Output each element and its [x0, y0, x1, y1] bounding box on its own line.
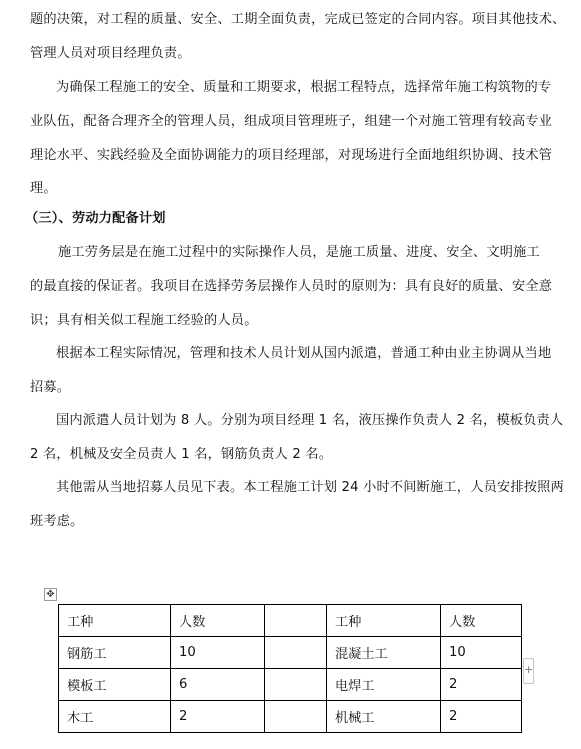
paragraph-line: 根据本工程实际情况，管理和技术人员计划从国内派遣，普通工种由业主协调从当地 — [56, 346, 552, 361]
paragraph-line: 为确保工程施工的安全、质量和工期要求，根据工程特点，选择常年施工构筑物的专 — [56, 80, 552, 95]
table-cell[interactable]: 混凝土工 — [327, 637, 441, 669]
move-handle-icon[interactable]: ✥ — [44, 588, 57, 601]
table-cell[interactable] — [265, 701, 327, 733]
table-cell[interactable]: 工种 — [59, 605, 171, 637]
section-heading: （三）、劳动力配备计划 — [25, 211, 166, 226]
table-cell[interactable]: 人数 — [441, 605, 522, 637]
table-row — [59, 637, 522, 669]
paragraph-line: 题的决策，对工程的质量、安全、工期全面负责，完成已签定的合同内容。项目其他技术、 — [30, 12, 566, 27]
paragraph-line: 理。 — [30, 181, 57, 196]
table-cell[interactable]: 工种 — [327, 605, 441, 637]
paragraph-line: 识；具有相关似工程施工经验的人员。 — [30, 313, 258, 328]
table-cell[interactable]: 2 — [171, 701, 265, 733]
paragraph-line: 业队伍，配备合理齐全的管理人员，组成项目管理班子，组建一个对施工管理有较高专业 — [30, 114, 553, 129]
paragraph-line: 招募。 — [30, 380, 71, 395]
paragraph-line: 其他需从当地招募人员见下表。本工程施工计划 24 小时不间断施工，人员安排按照两 — [56, 480, 564, 495]
paragraph-line: 班考虑。 — [30, 514, 84, 529]
plus-icon[interactable]: + — [523, 658, 534, 684]
table-cell[interactable]: 人数 — [171, 605, 265, 637]
table-cell[interactable]: 10 — [171, 637, 265, 669]
table-cell[interactable]: 机械工 — [327, 701, 441, 733]
table-cell[interactable]: 10 — [441, 637, 522, 669]
paragraph-line: 国内派遣人员计划为 8 人。分别为项目经理 1 名，液压操作负责人 2 名，模板负责人 — [56, 413, 564, 428]
table-row — [59, 605, 522, 637]
table-cell[interactable]: 2 — [441, 701, 522, 733]
paragraph-line: 施工劳务层是在施工过程中的实际操作人员，是施工质量、进度、安全、文明施工 — [58, 245, 540, 260]
table-cell[interactable]: 2 — [441, 669, 522, 701]
table-row — [59, 701, 522, 733]
table-cell[interactable]: 模板工 — [59, 669, 171, 701]
table-cell[interactable]: 6 — [171, 669, 265, 701]
table-cell[interactable]: 钢筋工 — [59, 637, 171, 669]
paragraph-line: 的最直接的保证者。我项目在选择劳务层操作人员时的原则为：具有良好的质量、安全意 — [30, 279, 553, 294]
table-cell[interactable]: 木工 — [59, 701, 171, 733]
table-row — [59, 669, 522, 701]
paragraph-line: 管理人员对项目经理负责。 — [30, 46, 191, 61]
paragraph-line: 理论水平、实践经验及全面协调能力的项目经理部，对现场进行全面地组织协调、技术管 — [30, 148, 553, 163]
table-cell[interactable] — [265, 637, 327, 669]
staff-table — [58, 604, 522, 733]
table-cell[interactable] — [265, 605, 327, 637]
table-cell[interactable]: 电焊工 — [327, 669, 441, 701]
table-cell[interactable] — [265, 669, 327, 701]
paragraph-line: 2 名，机械及安全员责人 1 名，钢筋负责人 2 名。 — [30, 447, 333, 462]
